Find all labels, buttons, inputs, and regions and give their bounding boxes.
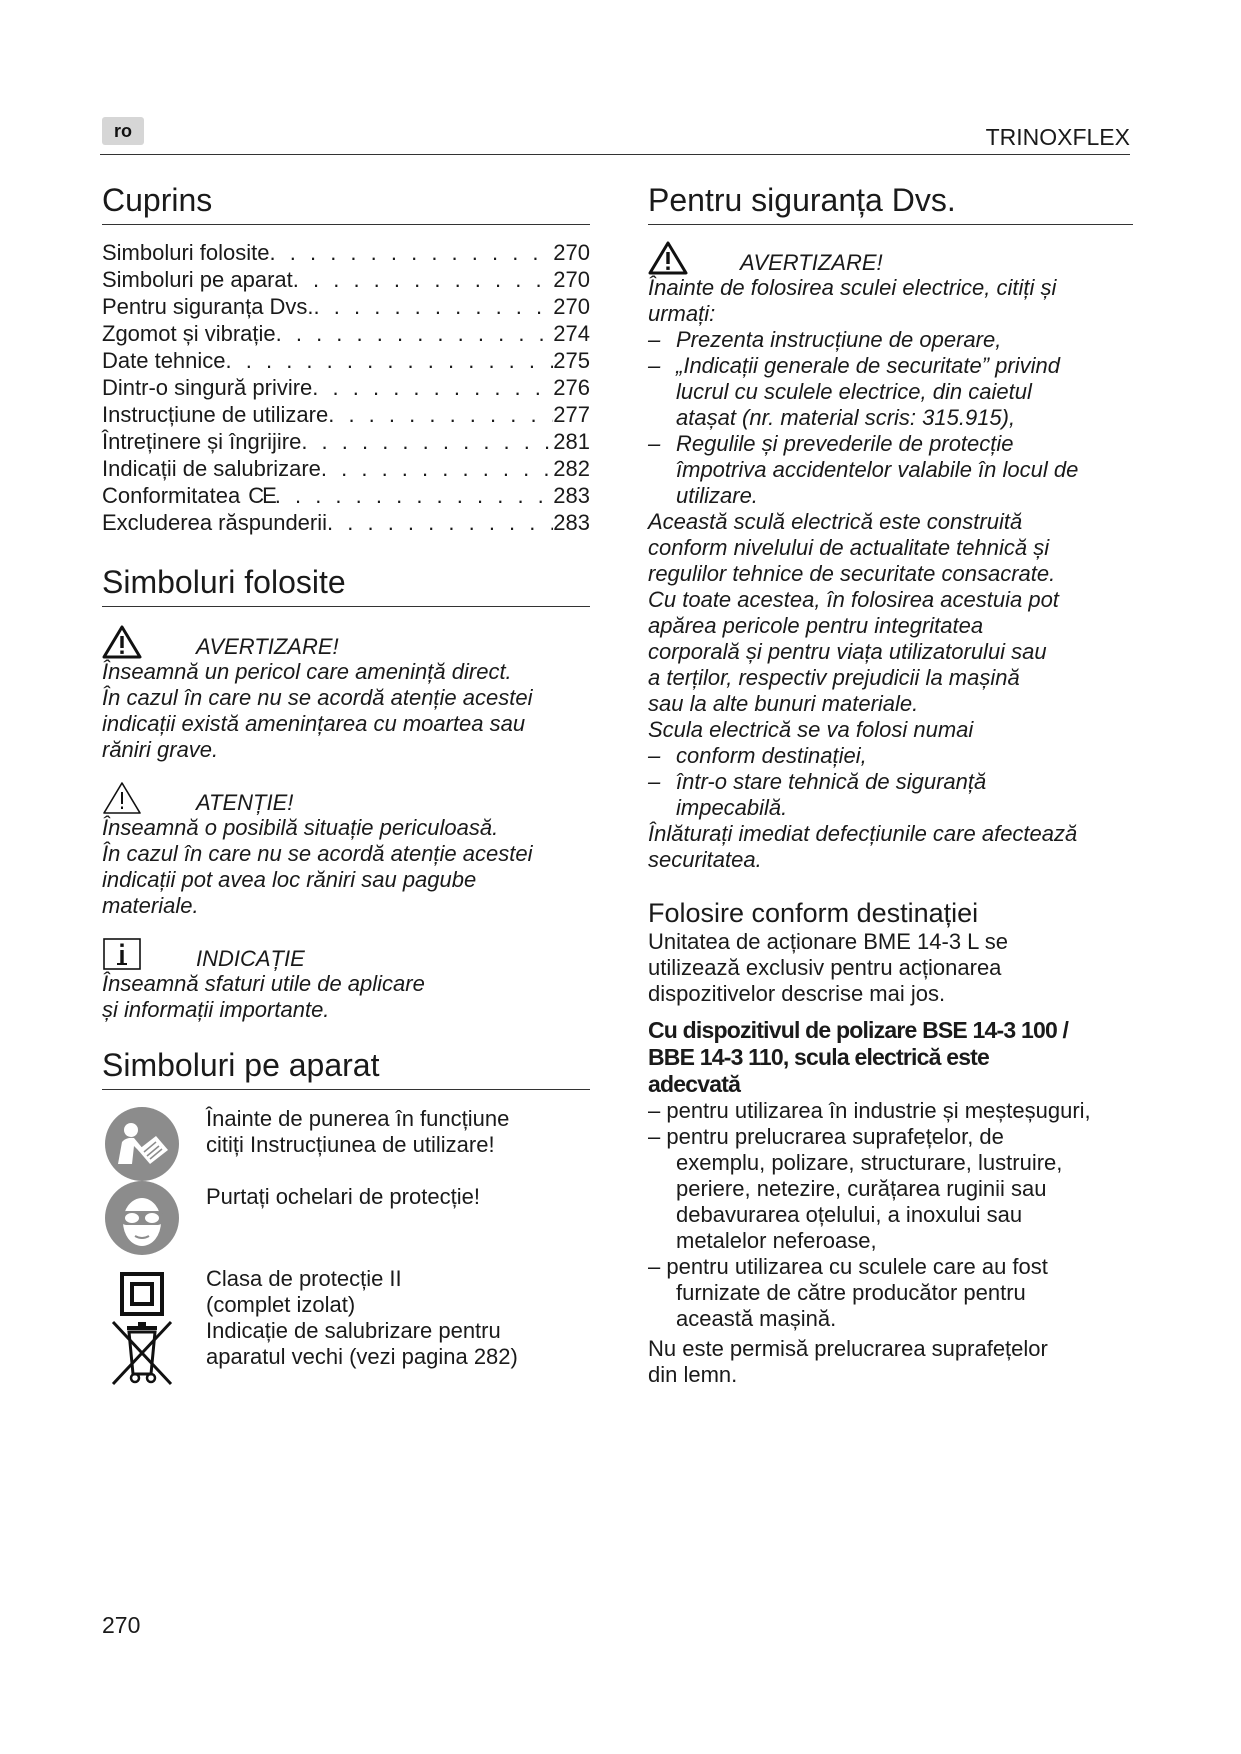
intended-use-intro-line: utilizează exclusiv pentru acționarea xyxy=(648,955,1002,980)
warning-text-line: indicații există amenințarea cu moartea sau xyxy=(102,711,526,736)
warning-signal-word: AVERTIZARE! xyxy=(196,634,339,659)
list-item: – pentru prelucrarea suprafețelor, de exemplu, polizare, structurare, lustruire, periere, netezire, curățarea ruginii sau debavurarea oțelului, a inoxului sau metalelor neferoase, xyxy=(648,1124,1063,1253)
intended-use-subtitle: Cu dispozitivul de polizare BSE 14-3 100 / BBE 14-3 110, scula electrică este adecvată xyxy=(648,1017,1069,1097)
language-badge: ro xyxy=(102,117,144,145)
read-manual-icon xyxy=(104,1106,180,1182)
caution-triangle-icon xyxy=(102,781,142,815)
warning-text-line: răniri grave. xyxy=(102,737,219,762)
page-number: 270 xyxy=(102,1612,141,1638)
toc-item[interactable]: Pentru siguranța Dvs. . . . 270 xyxy=(102,293,590,320)
crossed-bin-icon xyxy=(109,1318,175,1388)
intended-use-intro-line: dispozitivelor descrise mai jos. xyxy=(648,981,946,1006)
info-note xyxy=(102,937,590,1023)
device-symbol-row xyxy=(102,1106,590,1182)
header-divider xyxy=(100,154,1130,155)
caution-note xyxy=(102,781,590,919)
safety-closing-line: securitatea. xyxy=(648,847,762,872)
toc-title: Cuprins xyxy=(102,180,590,225)
intended-use-outro-line: din lemn. xyxy=(648,1362,738,1387)
device-symbol-text-line: Purtați ochelari de protecție! xyxy=(206,1184,480,1209)
info-signal-word: INDICAȚIE xyxy=(196,946,305,971)
info-icon xyxy=(102,937,142,971)
safety-closing-line: Înlăturați imediat defecțiunile care afectează xyxy=(648,821,1078,846)
device-symbol-text-line: aparatul vechi (vezi pagina 282) xyxy=(206,1344,518,1369)
device-symbol-text-line: Clasa de protecție II xyxy=(206,1266,402,1291)
caution-text-line: Înseamnă o posibilă situație periculoasă. xyxy=(102,815,499,840)
safety-paragraph: Această sculă electrică este construită conform nivelului de actualitate tehnică și regulilor tehnice de securitate consacrate. Cu toate acestea, în folosirea acestuia pot apărea pericole pentru integritatea corporală și pentru viața utilizatorului sau a terților, respectiv prejudicii la mașină sau la alte bunuri materiale. Scula electrică se va folosi numai xyxy=(648,509,1059,742)
caution-text-line: indicații pot avea loc răniri sau pagube xyxy=(102,867,477,892)
toc-item[interactable]: Excluderea răspunderii . . . 283 xyxy=(102,509,590,536)
header-title: TRINOXFLEX xyxy=(985,124,1130,150)
safety-conditions-list xyxy=(648,743,1133,821)
left-column xyxy=(102,180,590,1388)
toc-item[interactable]: Simboluri folosite . . . 270 xyxy=(102,239,590,266)
warning-text-line: Înseamnă un pericol care amenință direct. xyxy=(102,659,512,684)
toc-item[interactable]: Indicații de salubrizare . . . 282 xyxy=(102,455,590,482)
toc-item[interactable]: Date tehnice . . . 275 xyxy=(102,347,590,374)
safety-intro-line: urmați: xyxy=(648,301,716,326)
list-item: – pentru utilizarea în industrie și meșteșuguri, xyxy=(648,1098,1091,1123)
device-symbol-row xyxy=(102,1318,590,1388)
caution-signal-word: ATENȚIE! xyxy=(196,790,294,815)
caution-text-line: materiale. xyxy=(102,893,199,918)
warning-triangle-icon xyxy=(648,241,688,275)
list-item: – într-o stare tehnică de siguranță impecabilă. xyxy=(648,769,1133,821)
section-title-symbols-used: Simboluri folosite xyxy=(102,562,590,607)
safety-requirements-list xyxy=(648,327,1133,509)
toc-item[interactable]: Zgomot și vibrație . . . 274 xyxy=(102,320,590,347)
ce-mark: CE xyxy=(248,483,275,508)
toc-item[interactable]: Conformitatea CE . . . 283 xyxy=(102,482,590,509)
device-symbol-text-line: Înainte de punerea în funcțiune xyxy=(206,1106,510,1131)
toc-item[interactable]: Întreținere și îngrijire . . . 281 xyxy=(102,428,590,455)
warning-note xyxy=(102,625,590,763)
table-of-contents xyxy=(102,239,590,536)
list-item: – Prezenta instrucțiune de operare, xyxy=(648,327,1133,353)
toc-item[interactable]: Dintr-o singură privire . . . 276 xyxy=(102,374,590,401)
caution-text-line: În cazul în care nu se acordă atenție acestei xyxy=(102,841,533,866)
device-symbol-row xyxy=(102,1180,590,1256)
intended-use-outro-line: Nu este permisă prelucrarea suprafețelor xyxy=(648,1336,1048,1361)
warning-signal-word: AVERTIZARE! xyxy=(740,250,883,275)
safety-intro-line: Înainte de folosirea sculei electrice, citiți și xyxy=(648,275,1057,300)
right-column xyxy=(648,180,1133,1388)
info-text-line: Înseamnă sfaturi utile de aplicare xyxy=(102,971,425,996)
intended-use-intro-line: Unitatea de acționare BME 14-3 L se xyxy=(648,929,1008,954)
device-symbol-text-line: (complet izolat) xyxy=(206,1292,356,1317)
safety-goggles-icon xyxy=(104,1180,180,1256)
list-item: – Regulile și prevederile de protecție împotriva accidentelor valabile în locul de utilizare. xyxy=(648,431,1133,509)
intended-use-list xyxy=(648,1098,1133,1332)
section-title-safety: Pentru siguranța Dvs. xyxy=(648,180,1133,225)
toc-item[interactable]: Instrucțiune de utilizare . . . 277 xyxy=(102,401,590,428)
warning-triangle-icon xyxy=(102,625,142,659)
list-item: – conform destinației, xyxy=(648,743,1133,769)
info-text-line: și informații importante. xyxy=(102,997,330,1022)
list-item: – „Indicații generale de securitate” privind lucrul cu sculele electrice, din caietul atașat (nr. material scris: 315.915), xyxy=(648,353,1133,431)
section-title-intended-use: Folosire conform destinației xyxy=(648,898,979,928)
device-symbol-row xyxy=(102,1262,590,1318)
toc-item[interactable]: Simboluri pe aparat . . . 270 xyxy=(102,266,590,293)
device-symbol-text-line: Indicație de salubrizare pentru xyxy=(206,1318,501,1343)
section-title-device-symbols: Simboluri pe aparat xyxy=(102,1045,590,1090)
device-symbol-text-line: citiți Instrucțiunea de utilizare! xyxy=(206,1132,495,1157)
warning-text-line: În cazul în care nu se acordă atenție acestei xyxy=(102,685,533,710)
protection-class-ii-icon xyxy=(120,1272,164,1316)
safety-warning xyxy=(648,241,1133,275)
list-item: – pentru utilizarea cu sculele care au fost furnizate de către producător pentru această mașină. xyxy=(648,1254,1048,1331)
